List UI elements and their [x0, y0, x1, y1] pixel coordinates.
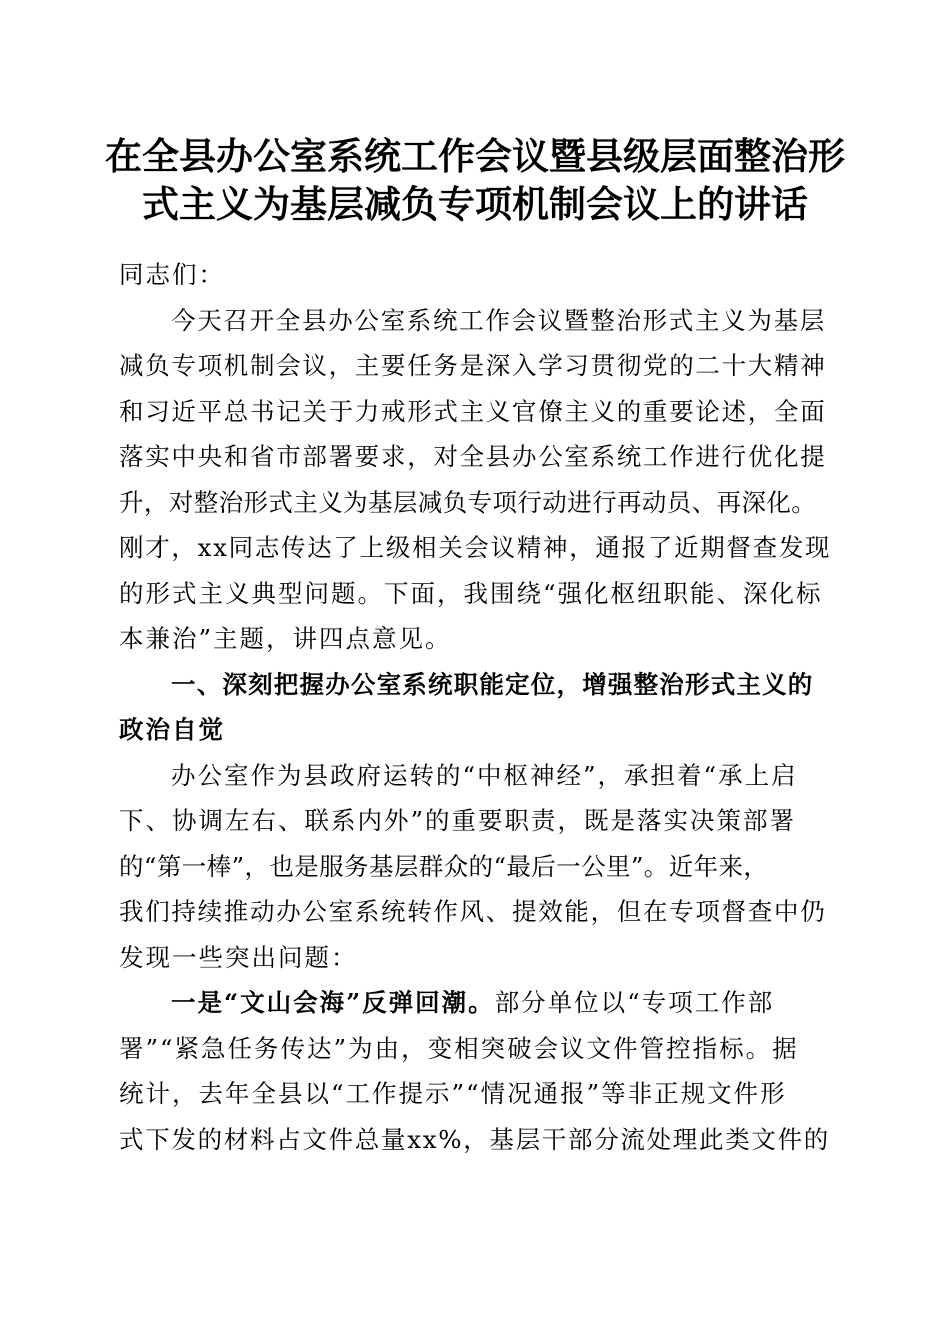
body-line: 落实中央和省市部署要求，对全县办公室系统工作进行优化提 [119, 442, 827, 471]
body-line: 办公室作为县政府运转的“中枢神经”，承担着“承上启 [171, 760, 798, 790]
body-line: 本兼治”主题，讲四点意见。 [119, 624, 452, 653]
body-line: 下、协调左右、联系内外”的重要职责，既是落实决策部署 [119, 806, 797, 835]
body-line: 今天召开全县办公室系统工作会议暨整治形式主义为基层 [171, 305, 826, 335]
body-line: 我们持续推动办公室系统转作风、提效能，但在专项督查中仍 [119, 897, 827, 926]
body-line: 的形式主义典型问题。下面，我围绕“强化枢纽职能、深化标 [119, 578, 823, 608]
body-line: 式下发的材料占文件总量xx%，基层干部分流处理此类文件的 [119, 1124, 831, 1154]
body-line: 和习近平总书记关于力戒形式主义官僚主义的重要论述，全面 [119, 396, 827, 426]
body-line: 发现一些突出问题： [119, 942, 358, 972]
title-line-1: 在全县办公室系统工作会议暨县级层面整治形 [105, 134, 845, 178]
document-body [119, 252, 831, 1162]
salutation: 同志们： [119, 260, 225, 289]
section-heading-line: 一、深刻把握办公室系统职能定位，增强整治形式主义的 [171, 669, 814, 699]
body-line [119, 980, 831, 1026]
body-line: 的“第一棒”，也是服务基层群众的“最后一公里”。近年来， [119, 851, 769, 881]
body-line: 署”“紧急任务传达”为由，变相突破会议文件管控指标。据 [119, 1033, 799, 1063]
point-text: 部分单位以“专项工作部 [494, 988, 775, 1017]
document-title [100, 132, 850, 228]
section-heading-line: 政治自觉 [119, 715, 225, 744]
title-line-2: 式主义为基层减负专项机制会议上的讲话 [142, 182, 808, 226]
body-line: 刚才，xx同志传达了上级相关会议精神，通报了近期督查发现 [119, 533, 832, 562]
body-line: 升，对整治形式主义为基层减负专项行动进行再动员、再深化。 [119, 487, 817, 517]
body-line: 统计，去年全县以“工作提示”“情况通报”等非正规文件形 [119, 1079, 787, 1108]
body-line: 减负专项机制会议，主要任务是深入学习贯彻党的二十大精神 [119, 351, 827, 380]
point-heading: 一是“文山会海”反弹回潮。 [171, 988, 495, 1017]
